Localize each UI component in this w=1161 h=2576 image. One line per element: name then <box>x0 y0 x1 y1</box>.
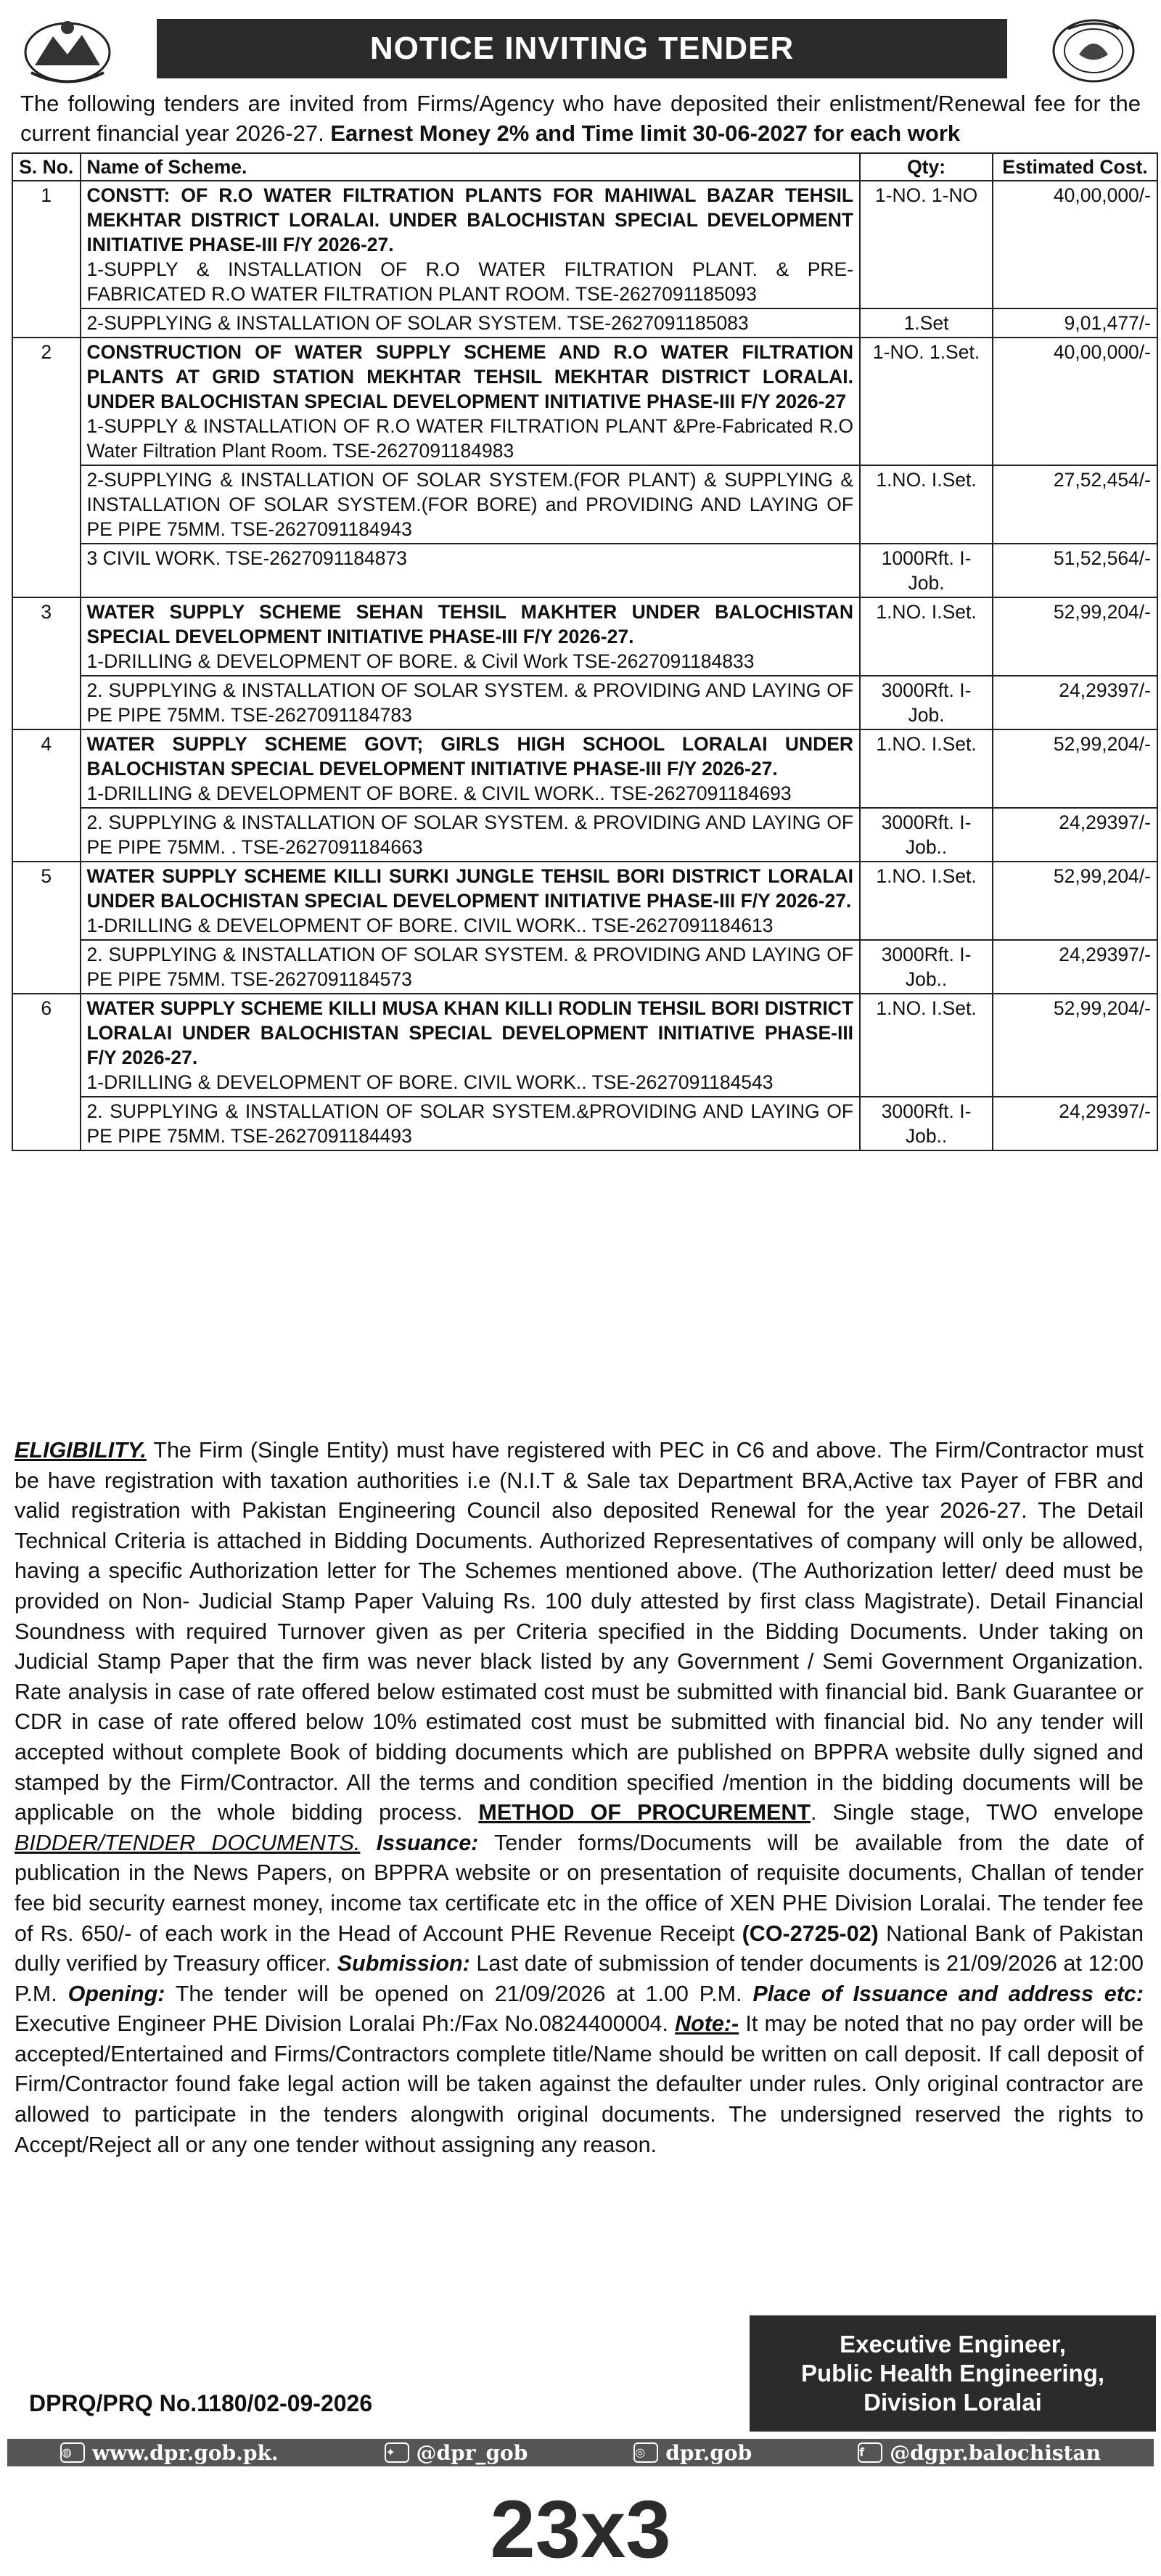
cell-scheme-name <box>81 338 861 465</box>
scheme-item: 2. SUPPLYING & INSTALLATION OF SOLAR SYSTEM. & PROVIDING AND LAYING OF PE PIPE 75MM. TSE-2627091184783 <box>86 679 854 726</box>
col-header-sn: S. No. <box>12 153 81 181</box>
eligibility-text: The Firm (Single Entity) must have registered with PEC in C6 and above. The Firm/Contractor must be have registration with taxation authorities i.e (N.I.T & Sale tax Department BRA,Active tax Payer of FBR and valid registration with Pakistan Engineering Council also deposited Renewal for the year 2026-27. The Detail Technical Criteria is attached in Bidding Documents. Authorized Representatives of company will only be allowed, having a specific Authorization letter for The Schemes mentioned above. (The Authorization letter/ deed must be provided on Non- Judicial Stamp Paper Valuing Rs. 100 duly attested by first class Magistrate). Detail Financial Soundness with required Turnover given as per Criteria specified in the Bidding Documents. Under taking on Judicial Stamp Paper that the firm was never black listed by any Government / Semi Government Organization. Rate analysis in case of rate offered below estimated cost must be submitted with financial bid. Bank Guarantee or CDR in case of rate offered below 10% estimated cost must be submitted with financial bid. No any tender will accepted without complete Book of bidding documents which are published on BPPRA website dully signed and stamped by the Firm/Contractor. All the terms and condition specified /mention in the bidding documents will be applicable on the whole bidding process. <box>15 1438 1144 1825</box>
cell-sn: 4 <box>12 729 81 862</box>
cell-scheme-name <box>81 729 861 808</box>
signature-block <box>750 2315 1156 2432</box>
col-header-qty: Qty: <box>860 153 993 181</box>
scheme-item: 1-DRILLING & DEVELOPMENT OF BORE. & Civil Work TSE-2627091184833 <box>86 650 755 672</box>
cell-qty: 3000Rft. I-Job.. <box>860 808 993 862</box>
cell-scheme-name <box>81 994 861 1097</box>
scheme-item: 2. SUPPLYING & INSTALLATION OF SOLAR SYSTEM. & PROVIDING AND LAYING OF PE PIPE 75MM. . TSE-2627091184663 <box>86 811 854 858</box>
instagram-text: dpr.gob <box>665 2440 752 2465</box>
place-label: Place of Issuance and address etc: <box>752 1981 1144 2006</box>
table-row <box>12 544 1157 597</box>
social-strip <box>7 2439 1154 2466</box>
table-row <box>12 729 1157 808</box>
cell-qty: 1.Set <box>860 308 993 338</box>
scheme-item: 2-SUPPLYING & INSTALLATION OF SOLAR SYSTEM. TSE-2627091185083 <box>86 312 749 334</box>
cell-cost: 24,29397/- <box>993 1097 1157 1150</box>
scheme-item: 1-DRILLING & DEVELOPMENT OF BORE. CIVIL WORK.. TSE-2627091184543 <box>86 1071 774 1093</box>
cell-cost: 40,00,000/- <box>993 181 1157 308</box>
scheme-item: 1-SUPPLY & INSTALLATION OF R.O WATER FILTRATION PLANT. & PRE-FABRICATED R.O WATER FILTRATION PLANT ROOM. TSE-2627091185093 <box>86 258 854 305</box>
cell-cost: 24,29397/- <box>993 940 1157 994</box>
scheme-item: 3 CIVIL WORK. TSE-2627091184873 <box>86 547 407 569</box>
cell-scheme-name <box>81 862 861 940</box>
table-header-row <box>12 153 1157 181</box>
submission-text: Last date of submission of tender documents is 21/09/2026 at 12:00 P.M. <box>15 1951 1144 2006</box>
col-header-cost: Estimated Cost. <box>993 153 1157 181</box>
intro-paragraph <box>20 89 1141 148</box>
table-row <box>12 862 1157 940</box>
eligibility-section <box>15 1436 1144 2160</box>
header <box>20 15 1141 87</box>
cell-qty: 1.NO. I.Set. <box>860 465 993 544</box>
method-label: METHOD OF PROCUREMENT <box>478 1800 811 1825</box>
scheme-title: CONSTT: OF R.O WATER FILTRATION PLANTS FOR MAHIWAL BAZAR TEHSIL MEKHTAR DISTRICT LORALAI. UNDER BALOCHISTAN SPECIAL DEVELOPMENT INITIATIVE PHASE-III F/Y 2026-27. <box>86 184 854 255</box>
method-text: . Single stage, TWO envelope <box>810 1800 1144 1825</box>
cell-cost: 52,99,204/- <box>993 862 1157 940</box>
cell-scheme-name <box>81 308 861 338</box>
opening-label: Opening: <box>67 1981 165 2006</box>
cell-cost: 9,01,477/- <box>993 308 1157 338</box>
table-row <box>12 676 1157 729</box>
scheme-item: 1-SUPPLY & INSTALLATION OF R.O WATER FILTRATION PLANT &Pre-Fabricated R.O Water Filtration Plant Room. TSE-2627091184983 <box>86 415 854 462</box>
table-row <box>12 308 1157 338</box>
facebook-text: @dgpr.balochistan <box>890 2440 1101 2465</box>
facebook-link[interactable] <box>858 2441 1101 2465</box>
issuance-label: Issuance: <box>360 1830 479 1855</box>
tender-table <box>12 152 1158 1151</box>
cell-scheme-name <box>81 181 861 308</box>
note-text: It may be noted that no pay order will be accepted/Entertained and Firms/Contractors complete title/Name should be written on call deposit. If call deposit of Firm/Contractor found fake legal action will be taken against the defaulter under rules. Only original contractor are allowed to participate in the tenders alongwith original documents. The undersigned reserved the rights to Accept/Reject all or any one tender without assigning any reason. <box>15 2011 1144 2157</box>
bidder-docs-label: BIDDER/TENDER DOCUMENTS. <box>15 1830 361 1855</box>
cell-scheme-name <box>81 1097 861 1150</box>
signature-line-3: Division Loralai <box>863 2389 1042 2416</box>
cell-qty: 1.NO. I.Set. <box>860 729 993 808</box>
cell-qty: 1-NO. 1-NO <box>860 181 993 308</box>
scheme-title: WATER SUPPLY SCHEME SEHAN TEHSIL MAKHTER UNDER BALOCHISTAN SPECIAL DEVELOPMENT INITIATIVE PHASE-III F/Y 2026-27. <box>86 601 854 647</box>
cell-qty: 1.NO. I.Set. <box>860 862 993 940</box>
website-link[interactable] <box>60 2441 279 2465</box>
facebook-icon: f <box>858 2442 882 2463</box>
eligibility-label: ELIGIBILITY. <box>15 1438 147 1463</box>
cell-cost: 52,99,204/- <box>993 729 1157 808</box>
cell-qty: 1-NO. 1.Set. <box>860 338 993 465</box>
scheme-item: 2. SUPPLYING & INSTALLATION OF SOLAR SYSTEM. & PROVIDING AND LAYING OF PE PIPE 75MM. TSE-2627091184573 <box>86 944 854 990</box>
table-row <box>12 465 1157 544</box>
scheme-item: 2. SUPPLYING & INSTALLATION OF SOLAR SYSTEM.&PROVIDING AND LAYING OF PE PIPE 75MM. TSE-2627091184493 <box>86 1100 854 1147</box>
cell-qty: 3000Rft. I-Job.. <box>860 940 993 994</box>
cell-qty: 3000Rft. I-Job.. <box>860 1097 993 1150</box>
website-text: www.dpr.gob.pk. <box>91 2440 279 2465</box>
table-row <box>12 808 1157 862</box>
cell-scheme-name <box>81 808 861 862</box>
twitter-icon: ✦ <box>385 2442 409 2463</box>
ad-size-label: 23x3 <box>490 2484 671 2575</box>
issuance-text: Tender forms/Documents will be available from the date of publication in the News Papers, on BPPRA website or on presentation of requisite documents, Challan of tender fee bid security earnest money, income tax certificate etc in the office of XEN PHE Division Loralai. The tender fee of Rs. 650/- of each work in the Head of Account PHE Revenue Receipt <box>15 1830 1144 1946</box>
cell-scheme-name <box>81 465 861 544</box>
place-text: Executive Engineer PHE Division Loralai Ph:/Fax No.0824400004. <box>15 2011 676 2037</box>
cell-cost: 27,52,454/- <box>993 465 1157 544</box>
page-title: NOTICE INVITING TENDER <box>157 19 1007 78</box>
twitter-link[interactable] <box>385 2441 528 2465</box>
twitter-text: @dpr_gob <box>416 2440 528 2465</box>
note-label: Note:- <box>675 2011 739 2037</box>
table-row <box>12 994 1157 1097</box>
table-row <box>12 597 1157 676</box>
table-row <box>12 338 1157 465</box>
cell-cost: 24,29397/- <box>993 808 1157 862</box>
cell-cost: 52,99,204/- <box>993 597 1157 676</box>
cell-qty: 1000Rft. I-Job. <box>860 544 993 597</box>
cell-cost: 40,00,000/- <box>993 338 1157 465</box>
cell-sn: 2 <box>12 338 81 597</box>
scheme-item: 2-SUPPLYING & INSTALLATION OF SOLAR SYSTEM.(FOR PLANT) & SUPPLYING & INSTALLATION OF SOLAR SYSTEM.(FOR BORE) and PROVIDING AND LAYING OF PE PIPE 75MM. TSE-2627091184943 <box>86 469 854 540</box>
cell-cost: 51,52,564/- <box>993 544 1157 597</box>
cell-qty: 1.NO. I.Set. <box>860 597 993 676</box>
earnest-money-text: Earnest Money 2% and Time limit 30-06-2027 for each work <box>330 120 961 146</box>
cell-sn: 1 <box>12 181 81 338</box>
globe-icon: ◍ <box>60 2442 85 2463</box>
scheme-title: WATER SUPPLY SCHEME GOVT; GIRLS HIGH SCHOOL LORALAI UNDER BALOCHISTAN SPECIAL DEVELOPMENT INITIATIVE PHASE-III F/Y 2026-27. <box>86 733 854 780</box>
scheme-item: 1-DRILLING & DEVELOPMENT OF BORE. & CIVIL WORK.. TSE-2627091184693 <box>86 782 792 804</box>
cell-scheme-name <box>81 597 861 676</box>
cell-cost: 52,99,204/- <box>993 994 1157 1097</box>
cell-sn: 6 <box>12 994 81 1150</box>
scheme-title: CONSTRUCTION OF WATER SUPPLY SCHEME AND R.O WATER FILTRATION PLANTS AT GRID STATION MEKHTAR TEHSIL MEKHTAR DISTRICT LORALAI. UNDER BALOCHISTAN SPECIAL DEVELOPMENT INITIATIVE PHASE-III F/Y 2026-27 <box>86 341 854 412</box>
account-code: (CO-2725-02) <box>742 1921 879 1946</box>
cell-qty: 3000Rft. I-Job. <box>860 676 993 729</box>
bank-text: National Bank of Pakistan dully verified by Treasury officer. <box>15 1921 1144 1976</box>
table-row <box>12 181 1157 308</box>
opening-text: The tender will be opened on 21/09/2026 at 1.00 P.M. <box>165 1981 753 2006</box>
cell-scheme-name <box>81 676 861 729</box>
cell-qty: 1.NO. I.Set. <box>860 994 993 1097</box>
instagram-icon: ◎ <box>633 2442 658 2463</box>
balochistan-emblem-icon <box>20 15 115 87</box>
cell-scheme-name <box>81 544 861 597</box>
submission-label: Submission: <box>337 1951 470 1976</box>
scheme-title: WATER SUPPLY SCHEME KILLI MUSA KHAN KILLI RODLIN TEHSIL BORI DISTRICT LORALAI UNDER BALOCHISTAN SPECIAL DEVELOPMENT INITIATIVE PHASE-III F/Y 2026-27. <box>86 997 854 1068</box>
phe-emblem-icon <box>1046 15 1141 87</box>
table-row <box>12 1097 1157 1150</box>
table-body <box>12 181 1157 1150</box>
intro-text: The following tenders are invited from Firms/Agency who have deposited their enlistment/Renewal fee for the current financial year 2026-27. <box>20 91 1141 146</box>
signature-line-1: Executive Engineer, <box>840 2331 1066 2358</box>
cell-sn: 5 <box>12 862 81 994</box>
signature-line-2: Public Health Engineering, <box>800 2360 1105 2387</box>
scheme-item: 1-DRILLING & DEVELOPMENT OF BORE. CIVIL WORK.. TSE-2627091184613 <box>86 915 774 936</box>
dprq-number: DPRQ/PRQ No.1180/02-09-2026 <box>29 2390 373 2416</box>
scheme-title: WATER SUPPLY SCHEME KILLI SURKI JUNGLE TEHSIL BORI DISTRICT LORALAI UNDER BALOCHISTAN SPECIAL DEVELOPMENT INITIATIVE PHASE-III F/Y 2026-27. <box>86 865 854 912</box>
cell-sn: 3 <box>12 597 81 729</box>
cell-scheme-name <box>81 940 861 994</box>
instagram-link[interactable] <box>633 2441 752 2465</box>
cell-cost: 24,29397/- <box>993 676 1157 729</box>
table-row <box>12 940 1157 994</box>
col-header-name: Name of Scheme. <box>81 153 861 181</box>
